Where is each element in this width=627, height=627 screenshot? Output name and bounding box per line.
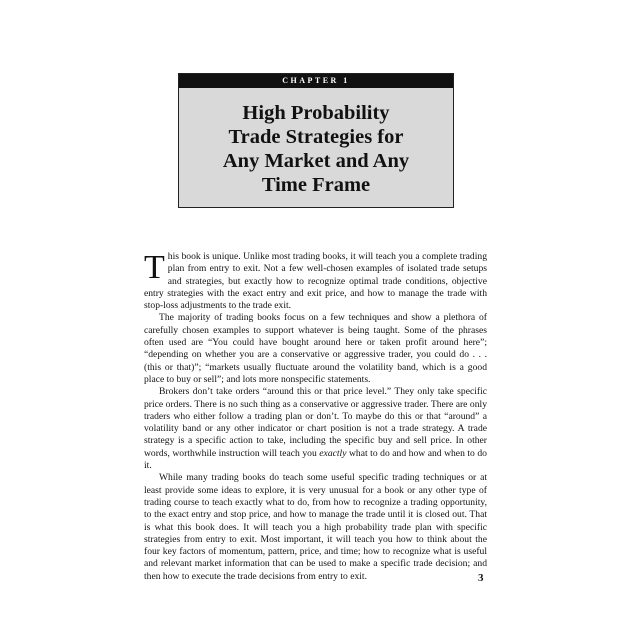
paragraph-1-text: his book is unique. Unlike most trading books, it will teach you a complete trading plan from entry to exit. Not a few well-chosen examples of isolated trade setups and strategies, but exactly how to recognize optimal trade conditions, objective entry strategies with the exact entry and exit price, and how to manage the trade with stop-loss adjustments to the trade exit. [144,251,487,312]
paragraph-2: The majority of trading books focus on a few techniques and show a plethora of carefully chosen examples to support whatever is being taught. Some of the phrases often used are “You could have bought around here or taken profit around here”; “depending on whether you are a conservative or aggressive trader, you could do . . . (this or that)”; “markets usually fluctuate around the volatility band, which is a good place to buy or sell”; and lots more nonspecific statements. [144,312,487,385]
paragraph-1 [144,251,487,312]
title-line-2: Trade Strategies for [228,126,404,148]
body-text [144,251,487,583]
paragraph-3-text-b: what to do and how and when to do it. [144,447,487,472]
chapter-header-box [178,73,454,208]
title-line-3: Any Market and Any [222,150,410,172]
paragraph-3-emphasis: exactly [319,447,347,459]
chapter-label: CHAPTER 1 [179,74,453,88]
title-line-4: Time Frame [261,174,371,196]
paragraph-4: While many trading books do teach some useful specific trading techniques or at least provide some ideas to explore, it is very unusual for a book or any other type of trading course to teach exactly what to do, from how to recognize a trading opportunity, to the exact entry and stop price, and how to manage the trade until it is closed out. That is what this book does. It will teach you a high probability trade plan with specific strategies from entry to exit. Most important, it will teach you how to think about the four key factors of momentum, pattern, price, and time; how to recognize what is useful and relevant market information that can be used to make a specific trade decision; and then how to execute the trade decisions from entry to exit. [144,472,487,582]
title-line-1: High Probability [242,102,390,124]
paragraph-3 [144,386,487,472]
chapter-title [179,101,453,197]
page-number: 3 [478,572,484,584]
drop-cap: T [144,249,165,286]
paragraph-3-text-a: Brokers don’t take orders “around this or that price level.” They only take specific price orders. There is no such thing as a conservative or aggressive trader. There are only traders who either follow a trading plan or don’t. To maybe do this or that “around” a volatility band or any other indicator or chart position is not a trade strategy. A trade strategy is a specific action to take, including the specific buy and sell price. In other words, worthwhile instruction will teach you [144,386,487,459]
